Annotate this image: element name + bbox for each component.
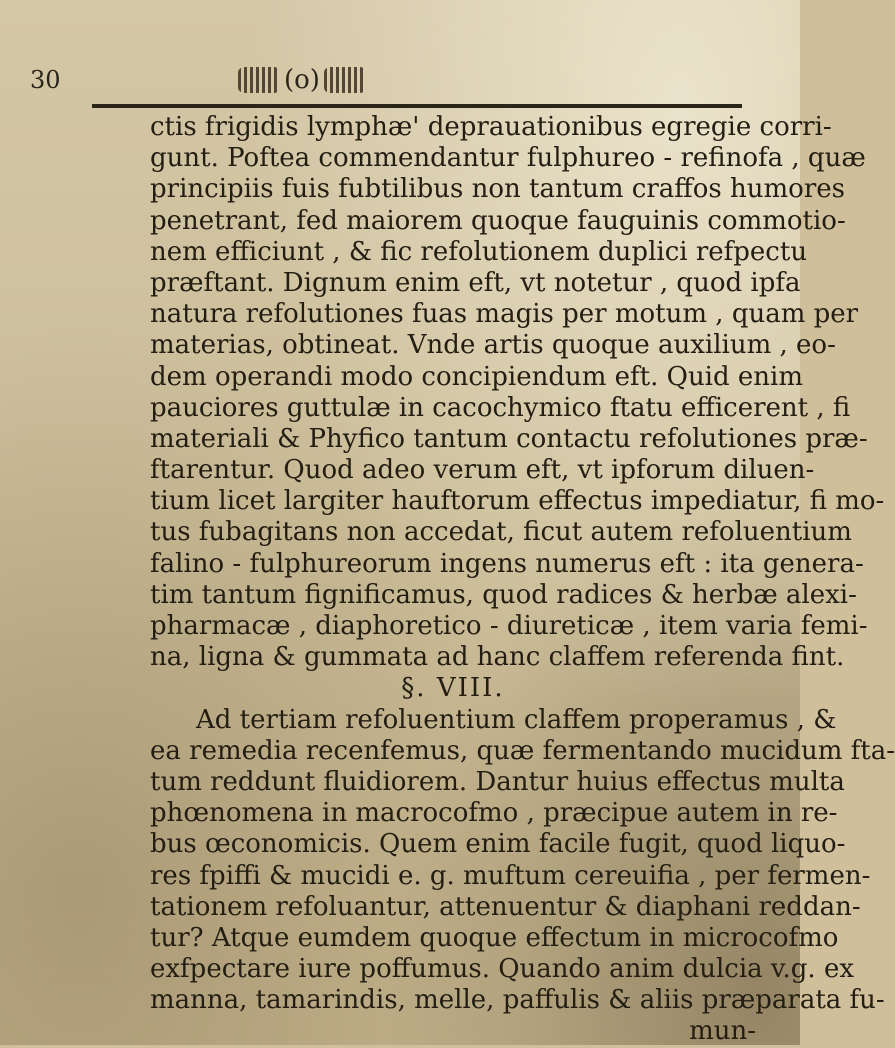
ornament-center-mark: (o): [284, 65, 320, 95]
text-line: tationem refoluantur, attenuentur & diaphani reddan-: [150, 891, 861, 922]
text-line: tim tantum fignificamus, quod radices & herbæ alexi-: [150, 579, 857, 610]
text-line: gunt. Poftea commendantur fulphureo - refinofa , quæ: [150, 143, 866, 174]
page-number: 30: [30, 66, 61, 94]
text-line: natura refolutiones fuas magis per motum , quam per: [150, 299, 859, 330]
text-line: tium licet largiter hauftorum effectus impediatur, fi mo-: [150, 486, 885, 517]
text-line: materiali & Phyfico tantum contactu refolutiones præ-: [150, 423, 868, 454]
text-line: ftarentur. Quod adeo verum eft, vt ipforum diluen-: [150, 455, 815, 486]
text-line: phœnomena in macrocofmo , præcipue autem in re-: [150, 798, 838, 829]
text-line: nem efficiunt , & fic refolutionem duplici refpectu: [150, 236, 808, 267]
text-line: bus œconomicis. Quem enim facile fugit, quod liquo-: [150, 829, 846, 860]
ornament-right-flourish-icon: [324, 67, 366, 93]
text-line: falino - fulphureorum ingens numerus eft : ita genera-: [150, 548, 864, 579]
section-heading: §. VIII.: [401, 673, 505, 704]
text-line: ctis frigidis lymphæ' deprauationibus egregie corri-: [150, 112, 832, 142]
header-ornament: [238, 62, 366, 98]
text-line: pharmacæ , diaphoretico - diureticæ , item varia femi-: [150, 611, 868, 641]
ornament-left-flourish-icon: [238, 67, 280, 93]
text-line: tum reddunt fluidiorem. Dantur huius effectus multa: [150, 766, 845, 797]
header-rule: [92, 104, 742, 108]
text-line: manna, tamarindis, melle, paffulis & aliis præparata fu-: [150, 985, 885, 1016]
text-line: ea remedia recenfemus, quæ fermentando mucidum fta-: [150, 735, 895, 766]
text-line: principiis fuis fubtilibus non tantum craffos humores: [150, 174, 845, 205]
text-line: na, ligna & gummata ad hanc claffem referenda fint.: [150, 642, 845, 673]
text-line: præftant. Dignum enim eft, vt notetur , quod ipfa: [150, 267, 801, 298]
text-line: pauciores guttulæ in cacochymico ftatu efficerent , fi: [150, 392, 851, 423]
text-line: tus fubagitans non accedat, ficut autem refoluentium: [150, 517, 852, 548]
text-line: Ad tertiam refoluentium claffem properamus , &: [196, 704, 837, 735]
catchword: mun-: [689, 1016, 756, 1047]
text-line: dem operandi modo concipiendum eft. Quid enim: [150, 361, 804, 392]
text-line: penetrant, fed maiorem quoque fauguinis commotio-: [150, 205, 846, 236]
text-line: exfpectare iure poffumus. Quando anim dulcia v.g. ex: [150, 954, 855, 985]
text-line: materias, obtineat. Vnde artis quoque auxilium , eo-: [150, 330, 836, 361]
body-text: [150, 112, 895, 1048]
text-line: res fpiffi & mucidi e. g. muftum cereuifia , per fermen-: [150, 860, 871, 891]
page-header: [30, 62, 740, 102]
text-line: tur? Atque eumdem quoque effectum in microcofmo: [150, 922, 839, 953]
